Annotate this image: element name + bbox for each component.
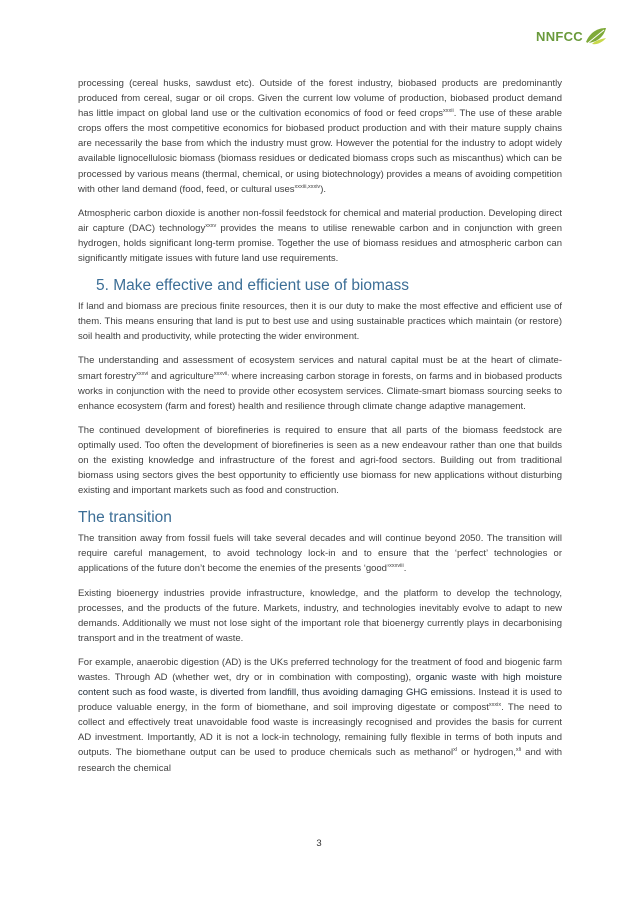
text-run: Existing bioenergy industries provide infrastructure, knowledge, and the platform to develop the technology, processes, and the products of the future. Markets, industry, and technologies inevitably evolve to adapt to new demands. Additionally we must not lose sight of the important role that bioenergy currently plays in decarbonising transport and in the treatment of waste. xyxy=(78,587,562,644)
endnote-ref: xxxix xyxy=(488,702,502,709)
endnote-ref: xxxv xyxy=(205,222,217,229)
endnote-ref: xl xyxy=(453,747,458,754)
text-run: Instead it is used to produce valuable energy, in the form of biomethane, and soil improving digestate or compost xyxy=(78,687,562,714)
endnote-ref: xxxvi xyxy=(136,370,149,377)
page-number: 3 xyxy=(316,838,322,849)
endnote-ref: xxxvii, xyxy=(213,370,229,377)
text-run: processing (cereal husks, sawdust etc). Outside of the forest industry, biobased products are predominantly produced from cereal, sugar or oil crops. Given the current low volume of production, biobased product demand has little impact on global land use or the cultivation economics of food or feed crops xyxy=(78,78,562,120)
intro-section xyxy=(78,76,562,266)
logo-text: NNFCC xyxy=(536,28,583,44)
document-body xyxy=(78,76,562,785)
text-run: ). xyxy=(320,183,326,195)
paragraph xyxy=(78,206,562,266)
endnote-ref: xli xyxy=(515,747,522,754)
paragraph xyxy=(78,423,562,498)
text-run: or hydrogen, xyxy=(457,747,516,759)
paragraph xyxy=(78,353,562,413)
nnfcc-logo xyxy=(536,26,608,46)
text-run: The transition away from fossil fuels will take several decades and will continue beyond 2050. The transition will require careful management, to avoid technology lock-in and to ensure that the ‘perfect’ technologies or applications of the future don’t become the enemies of the presents ‘good’ xyxy=(78,533,562,575)
highlighted-text: organic waste with high moisture content such as food waste, is diverted from landfill, thus avoiding damaging GHG emissions. xyxy=(78,672,562,699)
endnote-ref: xxxviii xyxy=(389,563,404,570)
section-heading-5: 5. Make effective and efficient use of biomass xyxy=(96,277,410,295)
transition-body xyxy=(78,531,562,775)
text-run: . xyxy=(403,563,407,575)
text-run: and with research the chemical xyxy=(78,747,562,774)
text-run: If land and biomass are precious finite resources, then it is our duty to make the most effective and efficient use of them. This means ensuring that land is put to best use and using sustainable practices which maintain (or restore) soil health and productivity, while protecting the wider environment. xyxy=(78,301,562,343)
text-run: provides the means to utilise renewable carbon and in conjunction with green hydrogen, holds significant long-term promise. Together the use of biomass residues and atmospheric carbon can significantly mitigate issues with future land use requirements. xyxy=(78,222,562,265)
paragraph xyxy=(78,586,562,646)
text-run: . The use of these arable crops offers the most competitive economics for biobased product production and with their mature supply chains are necessarily the base from which the industry must grow. However the potential for the industry to adopt widely available lignocellulosic biomass (biomass residues or dedicated biomass crops such as miscanthus) which can be processed by various means (thermal, chemical, or using biotechnology) provides a means of avoiding competition with other land demand (food, feed, or cultural uses xyxy=(78,108,562,195)
endnote-ref: xxxii xyxy=(442,108,454,115)
endnote-ref: xxxiii,xxxiv xyxy=(294,183,321,190)
paragraph xyxy=(78,655,562,776)
text-run: where increasing carbon storage in forests, on farms and in biobased products works in conjunction with the need to provide other ecosystem services. Climate-smart biomass sourcing seeks to enhance ecosystem (farm and forest) health and resilience through climate change adaptive management. xyxy=(78,370,563,412)
text-run: Atmospheric carbon dioxide is another non-fossil feedstock for chemical and material production. Developing direct air capture (DAC) technology xyxy=(78,207,562,234)
paragraph xyxy=(78,299,562,344)
section-5-body xyxy=(78,299,562,498)
paragraph xyxy=(78,531,562,576)
leaf-icon xyxy=(584,26,608,46)
text-run: For example, anaerobic digestion (AD) is the UKs preferred technology for the treatment of food and biogenic farm wastes. Through AD (whether wet, dry or in combination with composting), xyxy=(78,656,562,683)
paragraph xyxy=(78,76,562,197)
text-run: . The need to collect and effectively treat unavoidable food waste is increasingly recognised and provides the basis for current AD investment. Importantly, AD it is not a lock-in technology, remaining fully flexible in terms of both inputs and outputs. The biomethane output can be used to produce chemicals such as methanol xyxy=(78,702,563,759)
text-run: The understanding and assessment of ecosystem services and natural capital must be at the heart of climate-smart forestry xyxy=(78,355,562,382)
text-run: The continued development of biorefineries is required to ensure that all parts of the biomass feedstock are optimally used. Too often the development of biorefineries is seen as a new endeavour rather than one that builds on the existing knowledge and infrastructure of the forest and agri-food sectors. Building out from traditional biomass using sectors gives the best opportunity to efficiently use biomass for new applications without disturbing existing and important markets such as food and construction. xyxy=(78,424,562,497)
section-heading-transition: The transition xyxy=(78,509,172,527)
text-run: and agriculture xyxy=(148,370,214,382)
